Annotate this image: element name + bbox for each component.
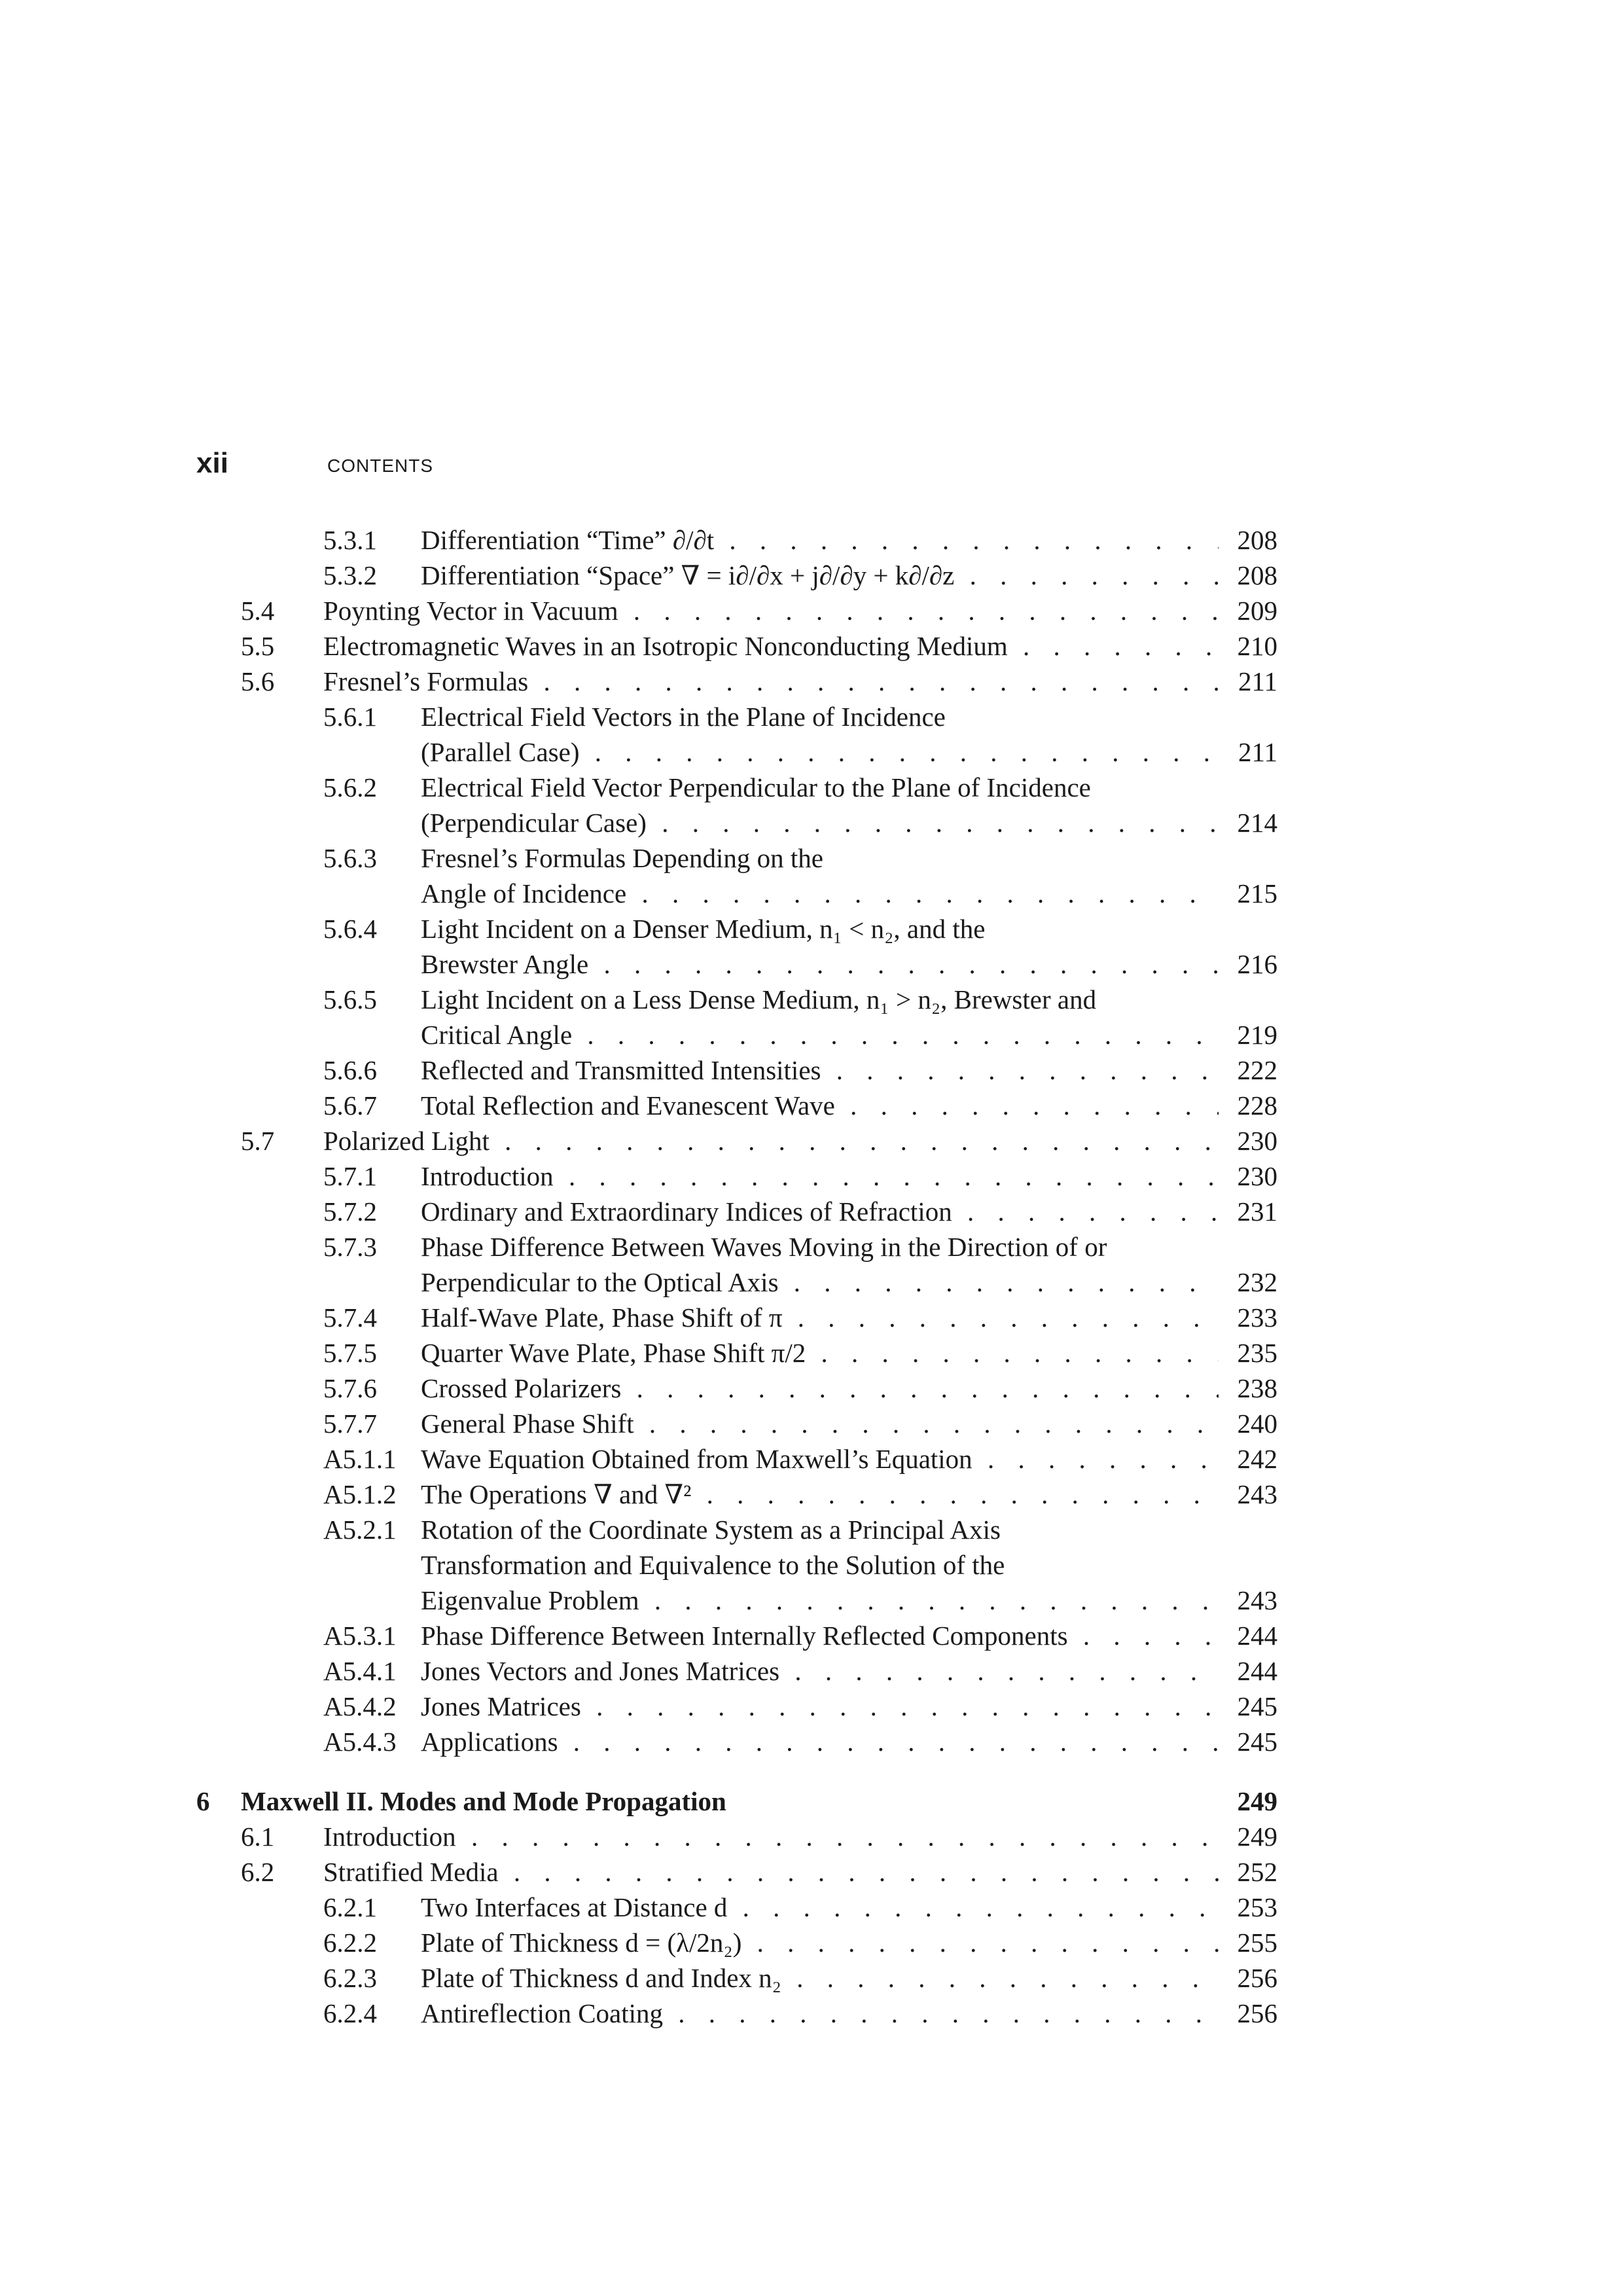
toc-page: 210 xyxy=(1219,628,1277,664)
toc-title: Phase Difference Between Internally Reflected Components . . . xyxy=(421,1618,1276,1653)
toc-entry[interactable] xyxy=(0,1960,1623,1996)
toc-number: 5.6 xyxy=(241,666,275,696)
toc-page: 211 xyxy=(1219,734,1277,770)
toc-number: 6.2 xyxy=(241,1857,275,1887)
toc-number: 5.7.1 xyxy=(323,1161,377,1191)
toc-entry-continued[interactable] xyxy=(0,1265,1623,1300)
toc-entry[interactable] xyxy=(0,1158,1623,1194)
toc-entry[interactable] xyxy=(0,1300,1623,1335)
toc-title: Introduction . . . xyxy=(421,1158,1276,1194)
toc-page: 219 xyxy=(1219,1017,1277,1052)
toc-title: Electromagnetic Waves in an Isotropic Nonconducting Medium . . . xyxy=(323,628,1276,664)
toc-entry[interactable] xyxy=(0,1052,1623,1088)
toc-entry[interactable] xyxy=(0,1371,1623,1406)
toc-page: 211 xyxy=(1219,664,1277,699)
toc-entry[interactable] xyxy=(0,558,1623,593)
toc-page: 249 xyxy=(1219,1819,1277,1854)
toc-number: 6.2.2 xyxy=(323,1928,377,1958)
toc-page: 256 xyxy=(1219,1996,1277,2031)
toc-page: 245 xyxy=(1219,1724,1277,1759)
toc-title: Total Reflection and Evanescent Wave . . . xyxy=(421,1088,1276,1123)
toc-number: A5.3.1 xyxy=(323,1621,397,1651)
toc-number: A5.4.2 xyxy=(323,1691,397,1721)
toc-entry[interactable] xyxy=(0,1441,1623,1477)
toc-entry[interactable] xyxy=(0,1890,1623,1925)
toc-page: 215 xyxy=(1219,876,1277,911)
toc-title: Transformation and Equivalence to the Solution of the xyxy=(421,1550,1005,1580)
toc-title: Differentiation “Time” ∂/∂t . . . xyxy=(421,522,1276,558)
toc-page: 228 xyxy=(1219,1088,1277,1123)
toc-entry[interactable] xyxy=(0,1512,1623,1547)
toc-entry[interactable] xyxy=(0,911,1623,946)
toc-entry[interactable] xyxy=(0,699,1623,734)
toc-title: Stratified Media . . . xyxy=(323,1854,1276,1890)
toc-title: Reflected and Transmitted Intensities . . . xyxy=(421,1052,1276,1088)
toc-number: A5.1.1 xyxy=(323,1444,397,1474)
toc-entry[interactable] xyxy=(0,1123,1623,1158)
toc-page: 230 xyxy=(1219,1123,1277,1158)
toc-number: 6.2.1 xyxy=(323,1892,377,1922)
toc-entry[interactable] xyxy=(0,982,1623,1017)
toc-title: Electrical Field Vector Perpendicular to the Plane of Incidence xyxy=(421,772,1091,802)
toc-page: 233 xyxy=(1219,1300,1277,1335)
toc-entry-continued[interactable] xyxy=(0,1017,1623,1052)
toc-page: 253 xyxy=(1219,1890,1277,1925)
toc-title: (Parallel Case) . . . xyxy=(421,734,1276,770)
toc-entry[interactable] xyxy=(0,1689,1623,1724)
toc-title: Angle of Incidence . . . xyxy=(421,876,1276,911)
toc-title: Brewster Angle . . . xyxy=(421,946,1276,982)
page-number: xii xyxy=(196,447,228,479)
toc-entry[interactable] xyxy=(0,770,1623,805)
toc-number: 5.5 xyxy=(241,631,275,661)
toc-title: The Operations ∇ and ∇² . . . xyxy=(421,1477,1276,1512)
toc-title: Applications . . . xyxy=(421,1724,1276,1759)
toc-entry[interactable] xyxy=(0,593,1623,628)
toc-title: Plate of Thickness d and Index n₂ . . . xyxy=(421,1960,1276,1996)
toc-entry[interactable] xyxy=(0,1653,1623,1689)
toc-title: Phase Difference Between Waves Moving in the Direction of or xyxy=(421,1232,1107,1262)
toc-number: A5.4.3 xyxy=(323,1727,397,1757)
toc-title: Critical Angle . . . xyxy=(421,1017,1276,1052)
toc-entry[interactable] xyxy=(0,522,1623,558)
toc-page: 231 xyxy=(1219,1194,1277,1229)
toc-number: 5.7 xyxy=(241,1126,275,1156)
toc-entry[interactable] xyxy=(0,1925,1623,1960)
toc-title: General Phase Shift . . . xyxy=(421,1406,1276,1441)
toc-number: 5.6.6 xyxy=(323,1055,377,1085)
toc-entry[interactable] xyxy=(0,1618,1623,1653)
toc-number: 5.7.7 xyxy=(323,1408,377,1439)
toc-page: 208 xyxy=(1219,558,1277,593)
toc-number: 6.2.4 xyxy=(323,1998,377,2028)
toc-number: 5.3.2 xyxy=(323,560,377,590)
toc-title: Introduction . . . xyxy=(323,1819,1276,1854)
toc-entry[interactable] xyxy=(0,1819,1623,1854)
toc-page: 245 xyxy=(1219,1689,1277,1724)
toc-entry-continued[interactable] xyxy=(0,734,1623,770)
toc-entry[interactable] xyxy=(0,1194,1623,1229)
toc-title: Electrical Field Vectors in the Plane of Incidence xyxy=(421,702,946,732)
toc-title: Rotation of the Coordinate System as a Principal Axis xyxy=(421,1515,1001,1545)
toc-number: 5.6.2 xyxy=(323,772,377,802)
toc-entry[interactable] xyxy=(0,1335,1623,1371)
toc-number: 5.6.5 xyxy=(323,984,377,1014)
toc-number: 5.6.7 xyxy=(323,1090,377,1121)
toc-number: 5.7.3 xyxy=(323,1232,377,1262)
toc-number: 5.4 xyxy=(241,596,275,626)
toc-chapter-number: 6 xyxy=(196,1786,210,1816)
toc-entry-continued[interactable] xyxy=(0,876,1623,911)
toc-title: Light Incident on a Less Dense Medium, n₁ > n₂, Brewster and xyxy=(421,984,1097,1014)
toc-title: Wave Equation Obtained from Maxwell’s Equation . . . xyxy=(421,1441,1276,1477)
toc-page: 235 xyxy=(1219,1335,1277,1371)
toc-entry-continued xyxy=(0,1547,1623,1583)
toc-number: 5.7.6 xyxy=(323,1373,377,1403)
toc-page: 238 xyxy=(1219,1371,1277,1406)
toc-number: A5.2.1 xyxy=(323,1515,397,1545)
toc-page: 222 xyxy=(1219,1052,1277,1088)
toc-page: 208 xyxy=(1219,522,1277,558)
toc-page: 216 xyxy=(1219,946,1277,982)
toc-entry[interactable] xyxy=(0,840,1623,876)
toc-page: 255 xyxy=(1219,1925,1277,1960)
toc-number: 5.7.4 xyxy=(323,1302,377,1333)
toc-page: 232 xyxy=(1219,1265,1277,1300)
toc-entry[interactable] xyxy=(0,664,1623,699)
toc-entry-continued[interactable] xyxy=(0,1583,1623,1618)
toc-page: 243 xyxy=(1219,1583,1277,1618)
toc-title: Fresnel’s Formulas . . . xyxy=(323,664,1276,699)
toc-number: 6.1 xyxy=(241,1821,275,1852)
toc-number: 5.7.2 xyxy=(323,1196,377,1227)
toc-title: Differentiation “Space” ∇ = i∂/∂x + j∂/∂y + k∂/∂z . . . xyxy=(421,558,1276,593)
toc-page: 252 xyxy=(1219,1854,1277,1890)
toc-page: 243 xyxy=(1219,1477,1277,1512)
toc-entry[interactable] xyxy=(0,1406,1623,1441)
toc-number: A5.4.1 xyxy=(323,1656,397,1686)
toc-title: Half-Wave Plate, Phase Shift of π . . . xyxy=(421,1300,1276,1335)
toc-title: Jones Vectors and Jones Matrices . . . xyxy=(421,1653,1276,1689)
toc-number: 5.3.1 xyxy=(323,525,377,555)
toc-page: 209 xyxy=(1219,593,1277,628)
toc-number: 5.7.5 xyxy=(323,1338,377,1368)
toc-title: Fresnel’s Formulas Depending on the xyxy=(421,843,823,873)
toc-page: 214 xyxy=(1219,805,1277,840)
toc-entry[interactable] xyxy=(0,1088,1623,1123)
toc-number: 5.6.3 xyxy=(323,843,377,873)
toc-title: Antireflection Coating . . . xyxy=(421,1996,1276,2031)
toc-page: 249 xyxy=(1219,1784,1277,1819)
toc-page: 240 xyxy=(1219,1406,1277,1441)
toc-page: 244 xyxy=(1219,1618,1277,1653)
toc-entry-continued[interactable] xyxy=(0,946,1623,982)
toc-page: 244 xyxy=(1219,1653,1277,1689)
running-head: CONTENTS xyxy=(327,456,433,476)
toc-title: Plate of Thickness d = (λ/2n₂) . . . xyxy=(421,1925,1276,1960)
toc-title: Polarized Light . . . xyxy=(323,1123,1276,1158)
toc-entry[interactable] xyxy=(0,628,1623,664)
toc-title: Crossed Polarizers . . . xyxy=(421,1371,1276,1406)
toc-number: 5.6.1 xyxy=(323,702,377,732)
toc-title: Perpendicular to the Optical Axis . . . xyxy=(421,1265,1276,1300)
toc-page: 256 xyxy=(1219,1960,1277,1996)
toc-title: (Perpendicular Case) . . . xyxy=(421,805,1276,840)
toc-chapter-entry[interactable] xyxy=(0,1784,1623,1819)
toc-title: Jones Matrices . . . xyxy=(421,1689,1276,1724)
toc-page: 242 xyxy=(1219,1441,1277,1477)
toc-entry[interactable] xyxy=(0,1996,1623,2031)
toc-number: A5.1.2 xyxy=(323,1479,397,1509)
toc-entry[interactable] xyxy=(0,1724,1623,1759)
toc-title: Eigenvalue Problem . . . xyxy=(421,1583,1276,1618)
toc-page: 230 xyxy=(1219,1158,1277,1194)
toc-chapter-title: Maxwell II. Modes and Mode Propagation xyxy=(241,1786,726,1816)
toc-title: Quarter Wave Plate, Phase Shift π/2 . . . xyxy=(421,1335,1276,1371)
toc-number: 6.2.3 xyxy=(323,1963,377,1993)
toc-entry[interactable] xyxy=(0,1477,1623,1512)
toc-entry[interactable] xyxy=(0,1854,1623,1890)
toc-entry[interactable] xyxy=(0,1229,1623,1265)
toc-entry-continued[interactable] xyxy=(0,805,1623,840)
toc-title: Ordinary and Extraordinary Indices of Refraction . . . xyxy=(421,1194,1276,1229)
toc-title: Two Interfaces at Distance d . . . xyxy=(421,1890,1276,1925)
toc-title: Poynting Vector in Vacuum . . . xyxy=(323,593,1276,628)
toc-title: Light Incident on a Denser Medium, n₁ < n₂, and the xyxy=(421,914,986,944)
toc-number: 5.6.4 xyxy=(323,914,377,944)
